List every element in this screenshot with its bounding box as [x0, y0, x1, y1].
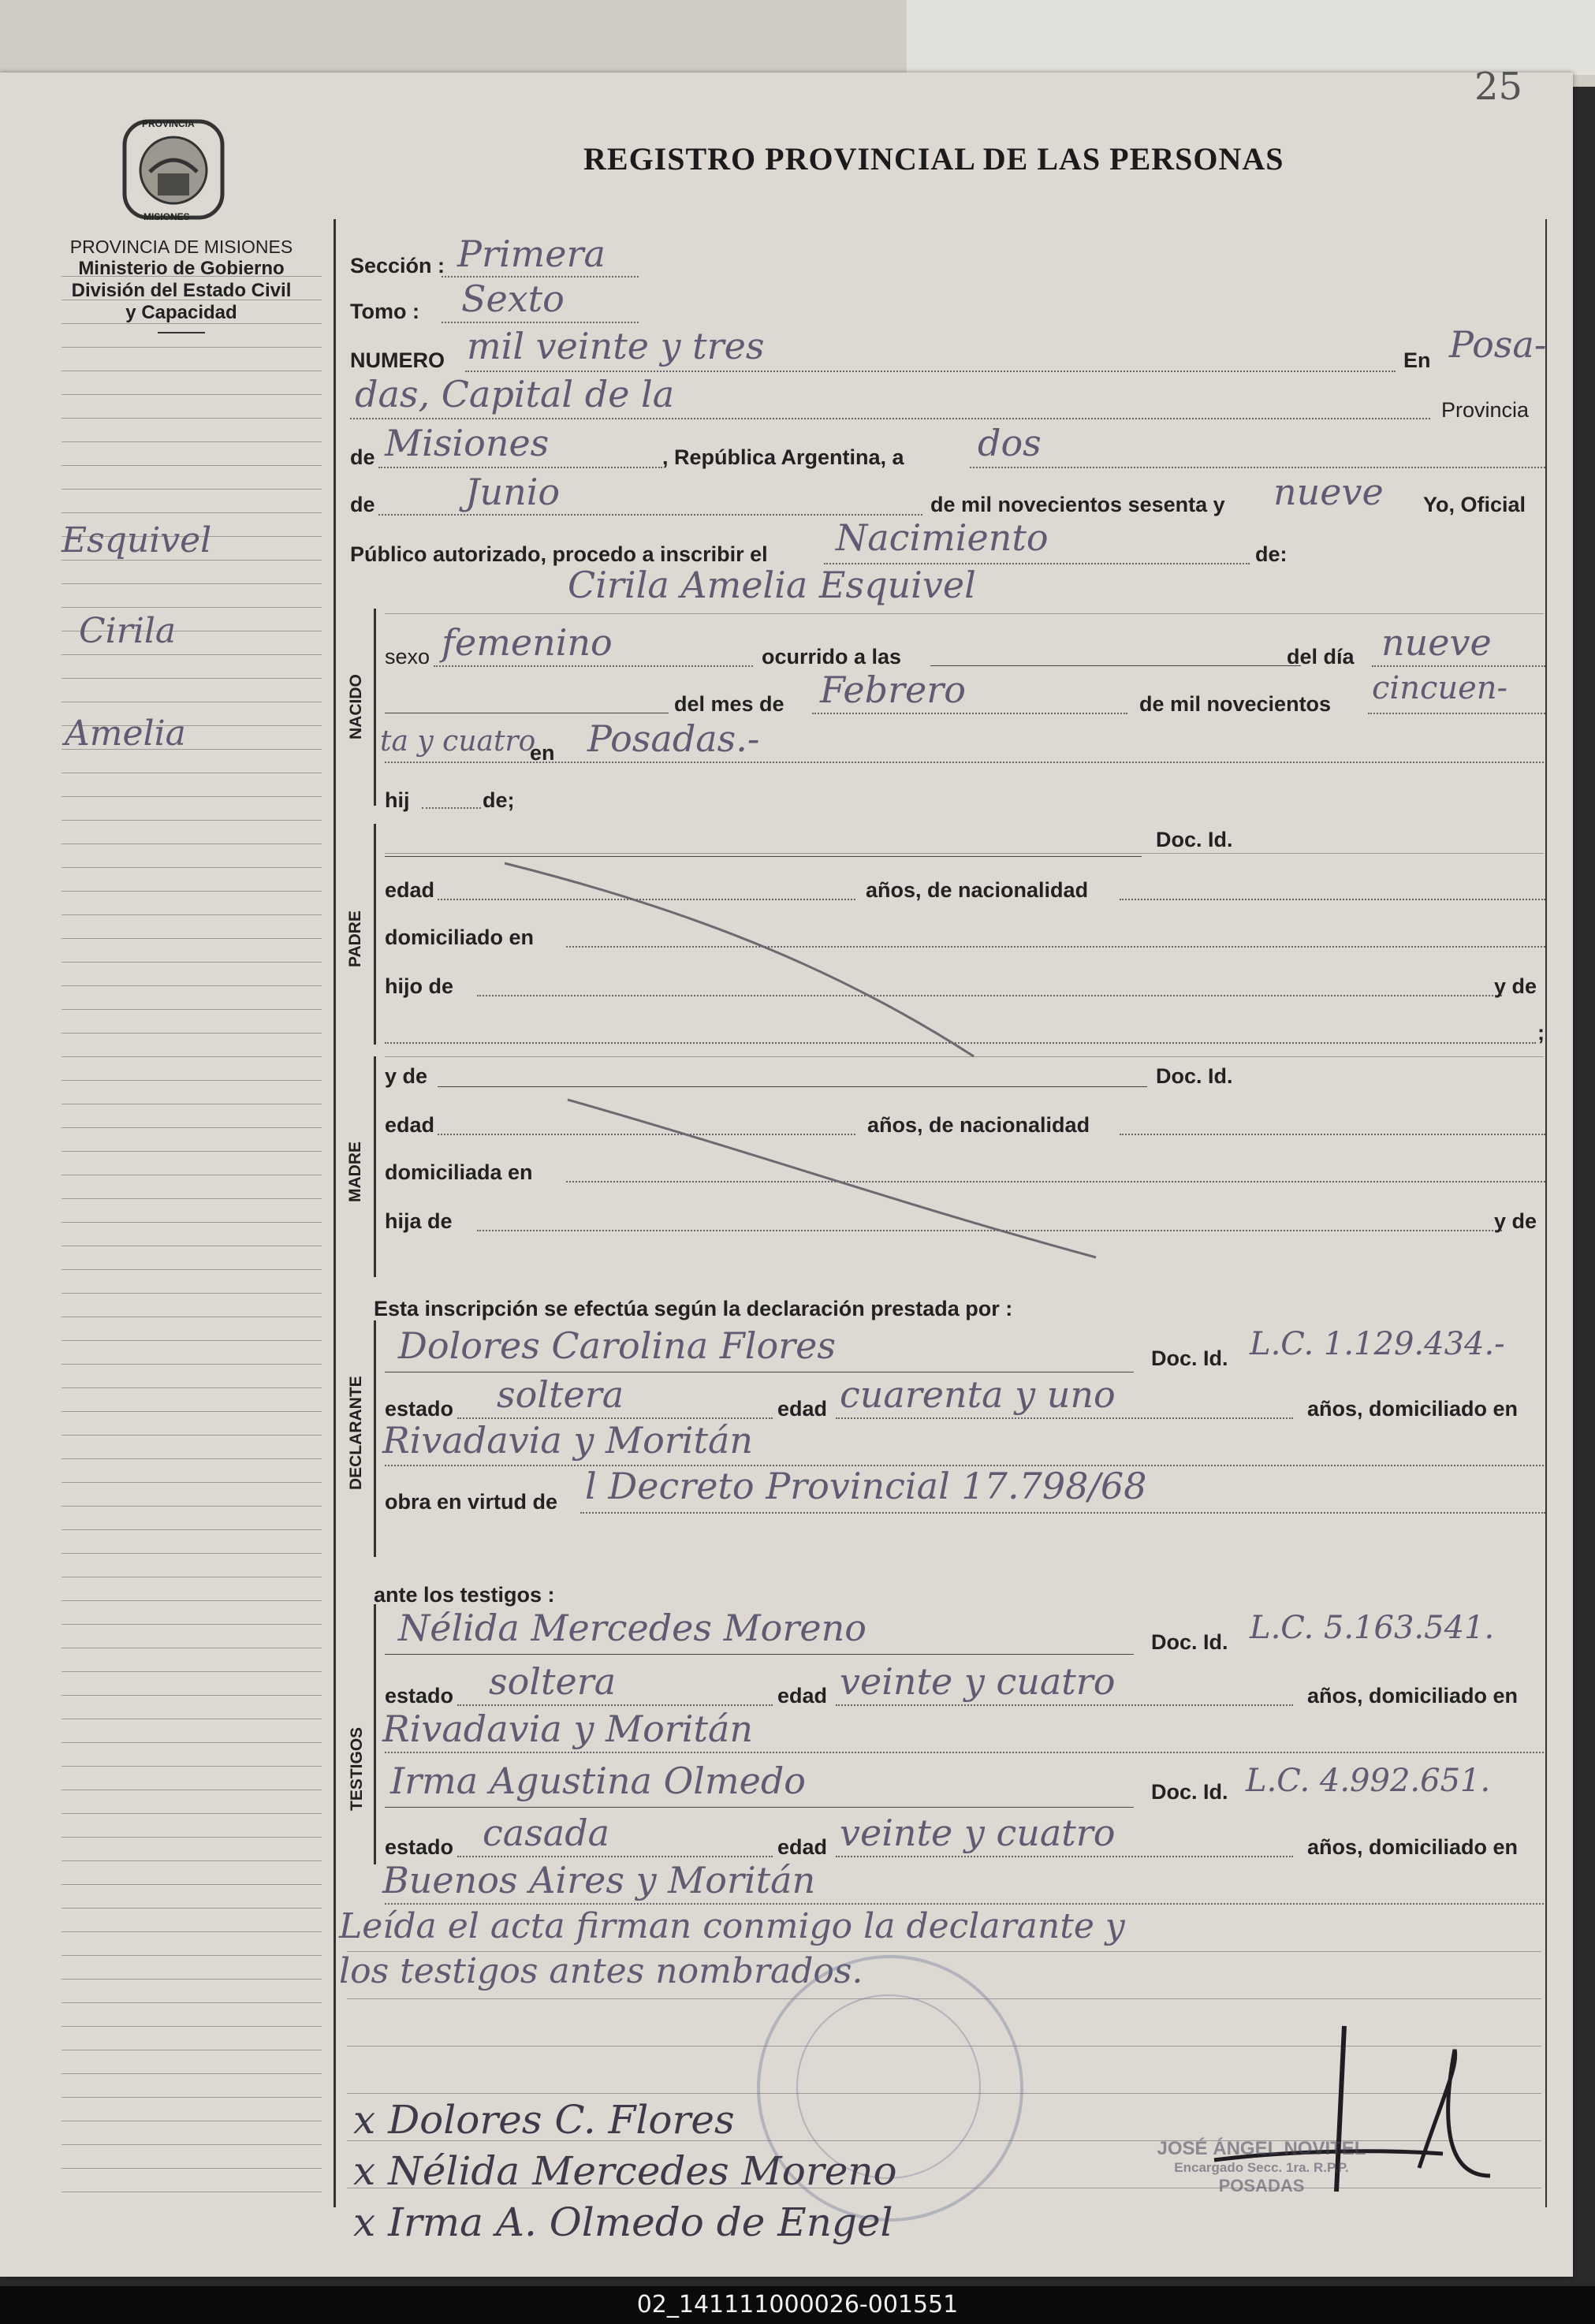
- declarante-doc-value: L.C. 1.129.434.-: [1250, 1326, 1505, 1362]
- mil-sesenta-label: de mil novecientos sesenta y: [930, 493, 1225, 516]
- lugar-value: Posadas.-: [587, 717, 760, 760]
- testigo1-estado-value: soltera: [489, 1660, 617, 1703]
- virtud-value: l Decreto Provincial 17.798/68: [585, 1465, 1147, 1507]
- declarante-dom-value: Rivadavia y Moritán: [382, 1419, 754, 1462]
- testigo2-doc-value: L.C. 4.992.651.: [1246, 1763, 1491, 1799]
- del-mes-label: del mes de: [674, 692, 784, 716]
- testigo2-edad-value: veinte y cuatro: [840, 1812, 1116, 1854]
- madre-doc-label: Doc. Id.: [1156, 1064, 1233, 1088]
- en2-label: en: [530, 741, 555, 765]
- padre-doc-label: Doc. Id.: [1156, 828, 1233, 851]
- madre-anos-label: años, de nacionalidad: [867, 1113, 1090, 1137]
- section-declarante: DECLARANTE: [347, 1376, 365, 1490]
- madre-domicilio-label: domiciliada en: [385, 1160, 533, 1184]
- republica-label: , República Argentina, a: [662, 445, 904, 469]
- signature-testigo-2: x Irma A. Olmedo de Engel: [353, 2199, 893, 2245]
- margin-surname: Esquivel: [61, 520, 212, 561]
- seccion-value: Primera: [457, 233, 606, 275]
- provincia-value: Misiones: [385, 422, 550, 464]
- mil-nov-label: de mil novecientos: [1139, 692, 1332, 716]
- tomo-value: Sexto: [461, 277, 565, 320]
- testigo2-estado-value: casada: [483, 1812, 610, 1854]
- testigo2-edad-label: edad: [777, 1835, 828, 1859]
- emblem-text-top: PROVINCIA: [142, 118, 195, 129]
- ocurrido-label: ocurrido a las: [762, 645, 902, 669]
- testigo1-edad-value: veinte y cuatro: [840, 1660, 1116, 1703]
- testigos-label: ante los testigos :: [374, 1583, 555, 1607]
- seccion-label: Sección :: [350, 254, 445, 277]
- emblem-text-bottom: MISIONES: [143, 211, 190, 222]
- madre-edad-label: edad: [385, 1113, 435, 1137]
- ministry-line-4: y Capacidad: [125, 302, 237, 323]
- numero-value: mil veinte y tres: [467, 325, 765, 367]
- document-title: REGISTRO PROVINCIAL DE LAS PERSONAS: [583, 141, 1284, 177]
- dia-nac-value: nueve: [1381, 621, 1492, 664]
- provincia-label: Provincia: [1441, 398, 1530, 422]
- testigo2-dom-value: Buenos Aires y Moritán: [382, 1859, 816, 1901]
- ministry-line-1: PROVINCIA DE MISIONES: [69, 236, 293, 257]
- padre-semicolon: ;: [1537, 1021, 1545, 1045]
- hij-label: hij: [385, 788, 410, 812]
- mes-value: Junio: [465, 471, 561, 513]
- yo-oficial-label: Yo, Oficial: [1423, 493, 1526, 516]
- sexo-label: sexo: [385, 645, 430, 669]
- testigo1-estado-label: estado: [385, 1684, 454, 1708]
- dia-value: dos: [978, 422, 1042, 464]
- sexo-value: femenino: [442, 621, 613, 664]
- declarante-anos-label: años, domiciliado en: [1307, 1397, 1519, 1421]
- official-stamp: [1120, 2138, 1403, 2196]
- numero-label: NUMERO: [350, 348, 445, 372]
- declarante-name: Dolores Carolina Flores: [398, 1324, 836, 1367]
- padre-edad-label: edad: [385, 878, 435, 902]
- testigo1-anos-label: años, domiciliado en: [1307, 1684, 1519, 1708]
- testigo2-doc-label: Doc. Id.: [1151, 1780, 1228, 1804]
- testigo1-name: Nélida Mercedes Moreno: [398, 1607, 866, 1649]
- section-nacido: NACIDO: [347, 674, 365, 739]
- official-stamp-name: JOSÉ ÁNGEL NOVITEL: [1157, 2138, 1366, 2159]
- section-padre: PADRE: [346, 911, 364, 967]
- publico-label: Público autorizado, procedo a inscribir el: [350, 542, 768, 566]
- del-dia-label: del día: [1287, 645, 1355, 669]
- ministry-line-3: División del Estado Civil: [71, 280, 292, 301]
- declarante-estado-value: soltera: [497, 1373, 624, 1416]
- testigo1-doc-value: L.C. 5.163.541.: [1250, 1610, 1495, 1646]
- declarante-estado-label: estado: [385, 1397, 454, 1421]
- testigo1-doc-label: Doc. Id.: [1151, 1630, 1228, 1654]
- padre-anos-label: años, de nacionalidad: [866, 878, 1089, 902]
- declarante-edad-value: cuarenta y uno: [840, 1373, 1116, 1416]
- margin-name-1: Cirila: [79, 611, 177, 651]
- closing-line-2: los testigos antes nombrados.: [339, 1951, 863, 1991]
- inscripcion-label: Esta inscripción se efectúa según la declaración prestada por :: [374, 1297, 1013, 1320]
- declarante-edad-label: edad: [777, 1397, 828, 1421]
- padre-hijo-label: hijo de: [385, 974, 453, 998]
- official-stamp-city: POSADAS: [1218, 2176, 1305, 2196]
- de-colon-label: de:: [1255, 542, 1288, 566]
- caption-bar: [0, 2286, 1595, 2324]
- official-stamp-role: Encargado Secc. 1ra. R.P.P.: [1174, 2160, 1349, 2175]
- nombre-value: Cirila Amelia Esquivel: [568, 564, 976, 606]
- signature-testigo-1: x Nélida Mercedes Moreno: [353, 2148, 897, 2194]
- padre-y-de-label: y de: [1494, 974, 1537, 998]
- acto-value: Nacimiento: [836, 516, 1049, 559]
- mes-nac-value: Febrero: [820, 669, 966, 711]
- testigo1-dom-value: Rivadavia y Moritán: [382, 1708, 754, 1750]
- city-value: das, Capital de la: [355, 373, 675, 415]
- padre-domicilio-label: domiciliado en: [385, 926, 535, 949]
- en-value: Posa-: [1449, 323, 1547, 366]
- testigo1-edad-label: edad: [777, 1684, 828, 1708]
- signature-declarante: x Dolores C. Flores: [353, 2097, 735, 2143]
- obra-label: obra en virtud de: [385, 1490, 558, 1514]
- anio-nac-value-2: ta y cuatro: [380, 725, 536, 758]
- en-label: En: [1403, 348, 1431, 372]
- testigo2-estado-label: estado: [385, 1835, 454, 1859]
- margin-name-2: Amelia: [65, 713, 186, 754]
- madre-hija-label: hija de: [385, 1209, 453, 1233]
- image-caption: 02_141111000026-001551: [636, 2291, 959, 2318]
- madre-y-de-label-2: y de: [1494, 1209, 1537, 1233]
- anio-value: nueve: [1273, 471, 1384, 513]
- closing-line-1: Leída el acta firman conmigo la declarante y: [339, 1906, 1125, 1946]
- de2-label: de: [350, 493, 375, 516]
- declarante-doc-label: Doc. Id.: [1151, 1346, 1228, 1370]
- section-testigos: TESTIGOS: [348, 1726, 366, 1811]
- anio-nac-value: cincuen-: [1372, 670, 1508, 706]
- ministry-line-2: Ministerio de Gobierno: [78, 258, 285, 279]
- testigo2-name: Irma Agustina Olmedo: [390, 1760, 807, 1802]
- testigo2-anos-label: años, domiciliado en: [1307, 1835, 1519, 1859]
- section-madre: MADRE: [346, 1142, 364, 1202]
- page-number: 25: [1474, 65, 1523, 109]
- de-label: de: [350, 445, 375, 469]
- tomo-label: Tomo :: [350, 300, 419, 323]
- madre-y-de-label: y de: [385, 1064, 428, 1088]
- de-semi-label: de;: [483, 788, 515, 812]
